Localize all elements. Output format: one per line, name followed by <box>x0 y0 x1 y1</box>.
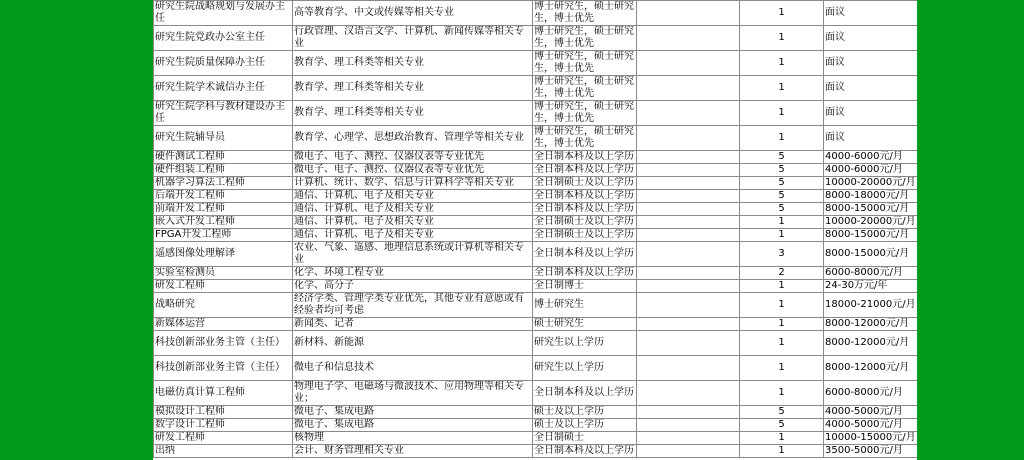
job-table <box>153 0 917 458</box>
cell-count[interactable]: 1 <box>740 126 824 151</box>
cell-position[interactable]: 机器学习算法工程师 <box>154 177 293 190</box>
cell-major[interactable]: 通信、计算机、电子及相关专业 <box>293 216 533 229</box>
cell-position[interactable]: 研究生院党政办公室主任 <box>154 26 293 51</box>
cell-major[interactable]: 微电子和信息技术 <box>293 356 533 381</box>
cell-salary[interactable]: 6000-8000元/月 <box>824 381 918 406</box>
cell-count[interactable]: 1 <box>740 318 824 331</box>
cell-salary[interactable]: 面议 <box>824 76 918 101</box>
cell-count[interactable]: 5 <box>740 419 824 432</box>
table-row <box>154 419 918 432</box>
cell-empty[interactable] <box>637 51 740 76</box>
cell-empty[interactable] <box>637 151 740 164</box>
cell-salary[interactable]: 18000-21000元/月 <box>824 293 918 318</box>
cell-position[interactable]: 战略研究 <box>154 293 293 318</box>
cell-education[interactable]: 全日制硕士及以上学历 <box>533 216 637 229</box>
cell-empty[interactable] <box>637 26 740 51</box>
cell-major[interactable]: 新材料、新能源 <box>293 331 533 356</box>
cell-major[interactable]: 微电子、电子、测控、仪器仪表等专业优先 <box>293 151 533 164</box>
table-row <box>154 331 918 356</box>
cell-position[interactable]: FPGA开发工程师 <box>154 229 293 242</box>
cell-salary[interactable]: 8000-12000元/月 <box>824 318 918 331</box>
table-row <box>154 406 918 419</box>
cell-position[interactable]: 研发工程师 <box>154 280 293 293</box>
table-row <box>154 177 918 190</box>
cell-empty[interactable] <box>637 432 740 445</box>
cell-salary[interactable]: 面议 <box>824 51 918 76</box>
cell-salary[interactable]: 8000-15000元/月 <box>824 242 918 267</box>
cell-count[interactable]: 1 <box>740 1 824 26</box>
cell-count[interactable]: 5 <box>740 203 824 216</box>
cell-major[interactable]: 农业、气象、遥感、地理信息系统或计算机等相关专业 <box>293 242 533 267</box>
cell-major[interactable]: 通信、计算机、电子及相关专业 <box>293 229 533 242</box>
cell-count[interactable]: 1 <box>740 101 824 126</box>
table-row <box>154 76 918 101</box>
cell-major[interactable]: 化学、环境工程专业 <box>293 267 533 280</box>
cell-empty[interactable] <box>637 293 740 318</box>
cell-count[interactable]: 1 <box>740 293 824 318</box>
cell-empty[interactable] <box>637 190 740 203</box>
cell-education[interactable]: 全日制本科及以上学历 <box>533 151 637 164</box>
cell-position[interactable]: 新媒体运营 <box>154 318 293 331</box>
cell-major[interactable]: 教育学、心理学、思想政治教育、管理学等相关专业 <box>293 126 533 151</box>
cell-count[interactable]: 5 <box>740 151 824 164</box>
cell-position[interactable]: 实验室检测员 <box>154 267 293 280</box>
cell-major[interactable]: 教育学、理工科类等相关专业 <box>293 101 533 126</box>
cell-count[interactable]: 1 <box>740 280 824 293</box>
cell-empty[interactable] <box>637 267 740 280</box>
cell-education[interactable]: 博士研究生，硕士研究生，博士优先 <box>533 51 637 76</box>
cell-position[interactable]: 硬件测试工程师 <box>154 151 293 164</box>
cell-education[interactable]: 博士研究生，硕士研究生，博士优先 <box>533 101 637 126</box>
cell-salary[interactable]: 4000-5000元/月 <box>824 406 918 419</box>
cell-empty[interactable] <box>637 318 740 331</box>
cell-position[interactable]: 研发工程师 <box>154 432 293 445</box>
table-row <box>154 216 918 229</box>
cell-major[interactable]: 教育学、理工科类等相关专业 <box>293 51 533 76</box>
cell-count[interactable]: 1 <box>740 216 824 229</box>
cell-position[interactable]: 嵌入式开发工程师 <box>154 216 293 229</box>
table-row <box>154 356 918 381</box>
cell-major[interactable]: 微电子、电子、测控、仪器仪表等专业优先 <box>293 164 533 177</box>
cell-count[interactable]: 3 <box>740 242 824 267</box>
cell-empty[interactable] <box>637 1 740 26</box>
cell-major[interactable]: 物理电子学、电磁场与微波技术、应用物理等相关专业； <box>293 381 533 406</box>
cell-count[interactable]: 1 <box>740 445 824 458</box>
cell-position[interactable]: 研究生院学术诚信办主任 <box>154 76 293 101</box>
table-row <box>154 445 918 458</box>
table-row <box>154 267 918 280</box>
cell-count[interactable]: 2 <box>740 267 824 280</box>
table-row <box>154 1 918 26</box>
cell-education[interactable]: 全日制本科及以上学历 <box>533 242 637 267</box>
cell-count[interactable]: 1 <box>740 356 824 381</box>
table-row <box>154 101 918 126</box>
cell-position[interactable]: 出纳 <box>154 445 293 458</box>
cell-education[interactable]: 研究生以上学历 <box>533 356 637 381</box>
cell-education[interactable]: 全日制硕士及以上学历 <box>533 177 637 190</box>
cell-salary[interactable]: 8000-12000元/月 <box>824 356 918 381</box>
table-row <box>154 242 918 267</box>
cell-empty[interactable] <box>637 406 740 419</box>
cell-salary[interactable]: 面议 <box>824 101 918 126</box>
cell-position[interactable]: 硬件组装工程师 <box>154 164 293 177</box>
cell-education[interactable]: 硕士研究生 <box>533 318 637 331</box>
cell-position[interactable]: 研究生院质量保障办主任 <box>154 51 293 76</box>
cell-empty[interactable] <box>637 445 740 458</box>
cell-education[interactable]: 全日制本科及以上学历 <box>533 190 637 203</box>
cell-education[interactable]: 硕士及以上学历 <box>533 406 637 419</box>
cell-salary[interactable]: 8000-15000元/月 <box>824 203 918 216</box>
table-row <box>154 151 918 164</box>
cell-salary[interactable]: 4000-6000元/月 <box>824 164 918 177</box>
cell-major[interactable]: 会计、财务管理相关专业 <box>293 445 533 458</box>
cell-position[interactable]: 数字设计工程师 <box>154 419 293 432</box>
cell-count[interactable]: 5 <box>740 190 824 203</box>
cell-education[interactable]: 全日制博士 <box>533 280 637 293</box>
cell-position[interactable]: 科技创新部业务主管（主任） <box>154 331 293 356</box>
cell-position[interactable]: 研究生院学科与教材建设办主任 <box>154 101 293 126</box>
cell-education[interactable]: 全日制本科及以上学历 <box>533 164 637 177</box>
cell-education[interactable]: 博士研究生，硕士研究生，博士优先 <box>533 1 637 26</box>
cell-position[interactable]: 前端开发工程师 <box>154 203 293 216</box>
cell-salary[interactable]: 8000-12000元/月 <box>824 331 918 356</box>
cell-salary[interactable]: 面议 <box>824 1 918 26</box>
cell-education[interactable]: 研究生以上学历 <box>533 331 637 356</box>
cell-empty[interactable] <box>637 381 740 406</box>
cell-empty[interactable] <box>637 216 740 229</box>
cell-education[interactable]: 全日制本科及以上学历 <box>533 203 637 216</box>
table-row <box>154 293 918 318</box>
cell-education[interactable]: 博士研究生，硕士研究生，博士优先 <box>533 126 637 151</box>
cell-salary[interactable]: 面议 <box>824 126 918 151</box>
cell-count[interactable]: 1 <box>740 76 824 101</box>
cell-salary[interactable]: 面议 <box>824 26 918 51</box>
cell-count[interactable]: 5 <box>740 164 824 177</box>
table-row <box>154 381 918 406</box>
table-row <box>154 51 918 76</box>
cell-major[interactable]: 高等教育学、中文或传媒等相关专业 <box>293 1 533 26</box>
cell-empty[interactable] <box>637 177 740 190</box>
cell-empty[interactable] <box>637 76 740 101</box>
cell-salary[interactable]: 10000-20000元/月 <box>825 177 916 188</box>
cell-empty[interactable] <box>637 164 740 177</box>
cell-position[interactable]: 电磁仿真计算工程师 <box>154 381 293 406</box>
cell-empty[interactable] <box>637 242 740 267</box>
table-row <box>154 190 918 203</box>
cell-position[interactable]: 模拟设计工程师 <box>154 406 293 419</box>
cell-education[interactable]: 全日制本科及以上学历 <box>533 381 637 406</box>
cell-empty[interactable] <box>637 101 740 126</box>
table-row <box>154 26 918 51</box>
cell-major[interactable]: 化学、高分子 <box>293 280 533 293</box>
cell-major[interactable]: 微电子、集成电路 <box>293 419 533 432</box>
cell-position[interactable]: 科技创新部业务主管（主任） <box>154 356 293 381</box>
cell-major[interactable]: 教育学、理工科类等相关专业 <box>293 76 533 101</box>
cell-salary[interactable]: 10000-15000元/月 <box>825 432 916 443</box>
cell-salary[interactable]: 8000-15000元/月 <box>824 229 918 242</box>
cell-major[interactable]: 行政管理、汉语言文学、计算机、新闻传媒等相关专业 <box>293 26 533 51</box>
cell-empty[interactable] <box>637 229 740 242</box>
right-margin-band <box>917 0 1024 460</box>
table-row <box>154 318 918 331</box>
table-row <box>154 164 918 177</box>
cell-position[interactable]: 后端开发工程师 <box>154 190 293 203</box>
cell-salary[interactable]: 24-30万元/年 <box>824 280 918 293</box>
cell-education[interactable]: 全日制硕士 <box>533 432 637 445</box>
cell-empty[interactable] <box>637 356 740 381</box>
cell-major[interactable]: 通信、计算机、电子及相关专业 <box>293 190 533 203</box>
cell-position[interactable]: 研究生院辅导员 <box>154 126 293 151</box>
cell-count[interactable]: 5 <box>740 177 824 190</box>
cell-count[interactable]: 1 <box>740 51 824 76</box>
cell-count[interactable]: 1 <box>740 432 824 445</box>
cell-education[interactable]: 全日制本科及以上学历 <box>533 267 637 280</box>
cell-major[interactable]: 微电子、集成电路 <box>293 406 533 419</box>
cell-major[interactable]: 新闻类、记者 <box>293 318 533 331</box>
table-row <box>154 203 918 216</box>
table-row <box>154 280 918 293</box>
cell-position[interactable]: 研究生院战略规划与发展办主任 <box>154 1 293 26</box>
cell-education[interactable]: 硕士及以上学历 <box>533 419 637 432</box>
cell-education[interactable]: 博士研究生，硕士研究生，博士优先 <box>533 26 637 51</box>
cell-count[interactable]: 1 <box>740 26 824 51</box>
cell-salary[interactable]: 4000-6000元/月 <box>824 151 918 164</box>
table-row <box>154 126 918 151</box>
cell-salary[interactable]: 10000-20000元/月 <box>825 216 916 227</box>
cell-salary[interactable]: 4000-5000元/月 <box>824 419 918 432</box>
spreadsheet-sheet <box>153 0 917 460</box>
cell-count[interactable]: 1 <box>740 381 824 406</box>
cell-count[interactable]: 5 <box>740 406 824 419</box>
cell-major[interactable]: 核物理 <box>293 432 533 445</box>
left-margin-band <box>0 0 153 460</box>
cell-salary[interactable]: 6000-8000元/月 <box>824 267 918 280</box>
cell-major[interactable]: 通信、计算机、电子及相关专业 <box>293 203 533 216</box>
cell-empty[interactable] <box>637 203 740 216</box>
cell-empty[interactable] <box>637 280 740 293</box>
table-row <box>154 229 918 242</box>
cell-empty[interactable] <box>637 331 740 356</box>
cell-salary[interactable]: 3500-5000元/月 <box>824 445 918 458</box>
cell-count[interactable]: 1 <box>740 229 824 242</box>
cell-education[interactable]: 博士研究生，硕士研究生，博士优先 <box>533 76 637 101</box>
job-table-body <box>154 1 918 458</box>
cell-education[interactable]: 全日制硕士及以上学历 <box>533 229 637 242</box>
cell-empty[interactable] <box>637 419 740 432</box>
cell-empty[interactable] <box>637 126 740 151</box>
cell-education[interactable]: 博士研究生 <box>533 293 637 318</box>
cell-major[interactable]: 经济学类、管理学类专业优先，其他专业有意愿或有经验者均可考虑 <box>293 293 533 318</box>
table-row <box>154 432 918 445</box>
cell-salary[interactable]: 8000-18000元/月 <box>824 190 918 203</box>
cell-count[interactable]: 1 <box>740 331 824 356</box>
cell-education[interactable]: 全日制本科及以上学历 <box>533 445 637 458</box>
cell-major[interactable]: 计算机、统计、数学、信息与计算科学等相关专业 <box>293 177 533 190</box>
cell-position[interactable]: 遥感图像处理解译 <box>154 242 293 267</box>
